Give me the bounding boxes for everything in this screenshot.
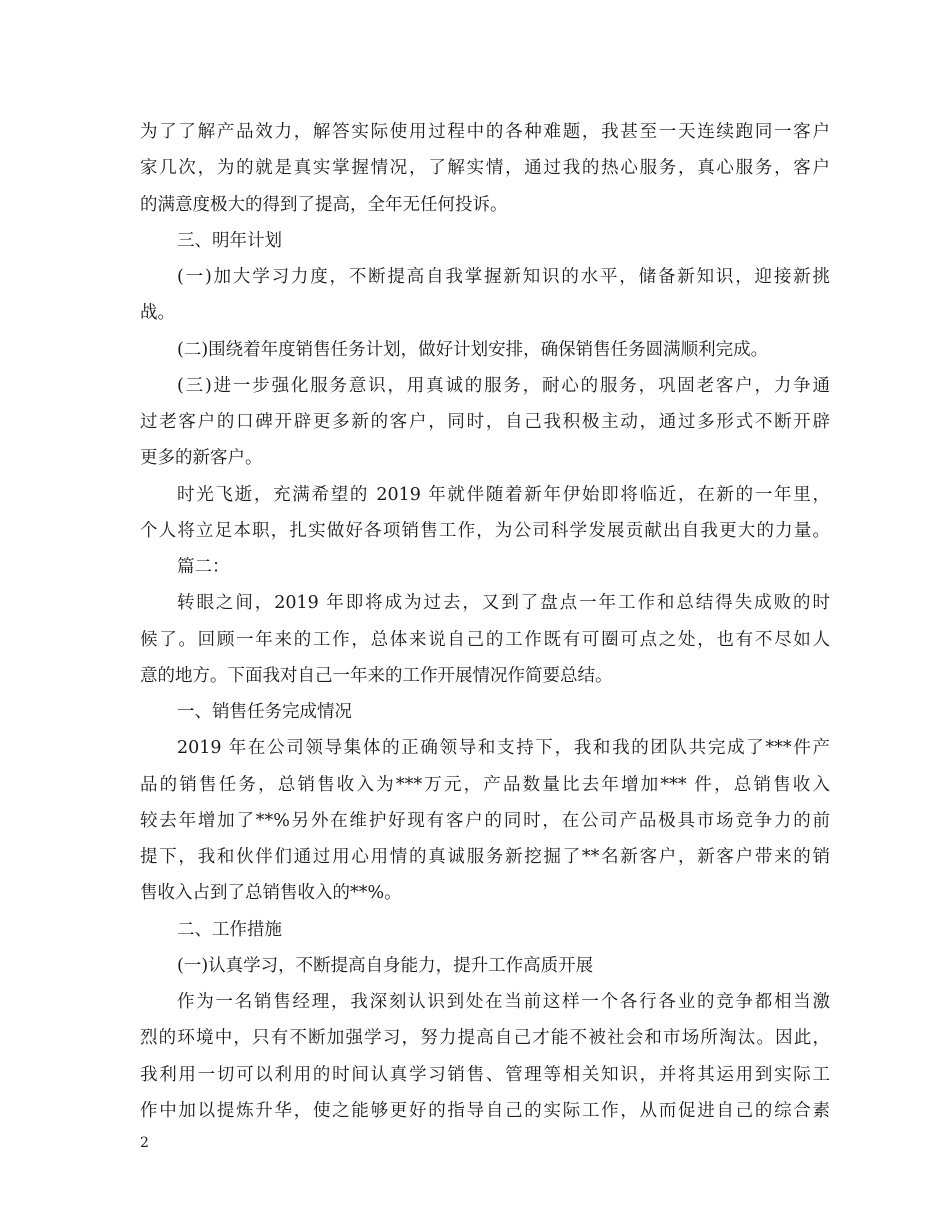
text-line: 的满意度极大的得到了提高，全年无任何投诉。 — [140, 194, 508, 215]
document-body — [140, 114, 830, 1129]
page-number: 2 — [140, 1135, 149, 1151]
text-line: 战。 — [140, 303, 175, 324]
section-heading: 二、工作措施 — [177, 919, 282, 940]
text-line: 过老客户的口碑开辟更多新的客户，同时，自己我积极主动，通过多形式不断开辟 — [140, 412, 830, 432]
text-line: 更多的新客户。 — [140, 448, 263, 469]
text-line: (三)进一步强化服务意识，用真诚的服务，耐心的服务，巩固老客户，力争通 — [177, 375, 830, 396]
text-line: 2019 年在公司领导集体的正确领导和支持下，我和我的团队共完成了***件产 — [177, 738, 830, 759]
text-line: 售收入占到了总销售收入的**%。 — [140, 883, 402, 904]
subsection-heading: (一)认真学习，不断提高自身能力，提升工作高质开展 — [177, 955, 594, 976]
text-line: (二)围绕着年度销售任务计划，做好计划安排，确保销售任务圆满顺利完成。 — [177, 339, 769, 360]
text-line: 品的销售任务，总销售收入为***万元，产品数量比去年增加*** 件，总销售收入 — [140, 774, 830, 795]
text-line: 转眼之间，2019 年即将成为过去，又到了盘点一年工作和总结得失成败的时 — [177, 593, 830, 614]
text-line: 作为一名销售经理，我深刻认识到处在当前这样一个各行各业的竞争都相当激 — [177, 992, 830, 1012]
text-line: 烈的环境中，只有不断加强学习，努力提高自己才能不被社会和市场所淘汰。因此， — [140, 1028, 830, 1049]
text-line: 作中加以提炼升华，使之能够更好的指导自己的实际工作，从而促进自己的综合素 — [140, 1100, 830, 1121]
text-line: 提下，我和伙伴们通过用心用情的真诚服务新挖掘了**名新客户，新客户带来的销 — [140, 847, 830, 867]
text-line: (一)加大学习力度，不断提高自我掌握新知识的水平，储备新知识，迎接新挑 — [177, 267, 830, 287]
text-line: 家几次，为的就是真实掌握情况，了解实情，通过我的热心服务，真心服务，客户 — [140, 158, 830, 179]
text-line: 为了了解产品效力，解答实际使用过程中的各种难题，我甚至一天连续跑同一客户 — [140, 122, 830, 142]
text-line: 意的地方。下面我对自己一年来的工作开展情况作简要总结。 — [140, 665, 613, 686]
text-line: 时光飞逝，充满希望的 2019 年就伴随着新年伊始即将临近，在新的一年里， — [177, 484, 830, 505]
section-heading: 三、明年计划 — [177, 230, 282, 251]
text-line: 个人将立足本职，扎实做好各项销售工作，为公司科学发展贡献出自我更大的力量。 — [140, 520, 830, 541]
text-line: 我利用一切可以利用的时间认真学习销售、管理等相关知识，并将其运用到实际工 — [140, 1064, 830, 1085]
text-line: 候了。回顾一年来的工作，总体来说自己的工作既有可圈可点之处，也有不尽如人 — [140, 629, 830, 650]
section-heading: 一、销售任务完成情况 — [177, 702, 352, 722]
text-line: 较去年增加了**%另外在维护好现有客户的同时，在公司产品极具市场竞争力的前 — [140, 810, 830, 831]
section-heading: 篇二： — [177, 557, 230, 577]
